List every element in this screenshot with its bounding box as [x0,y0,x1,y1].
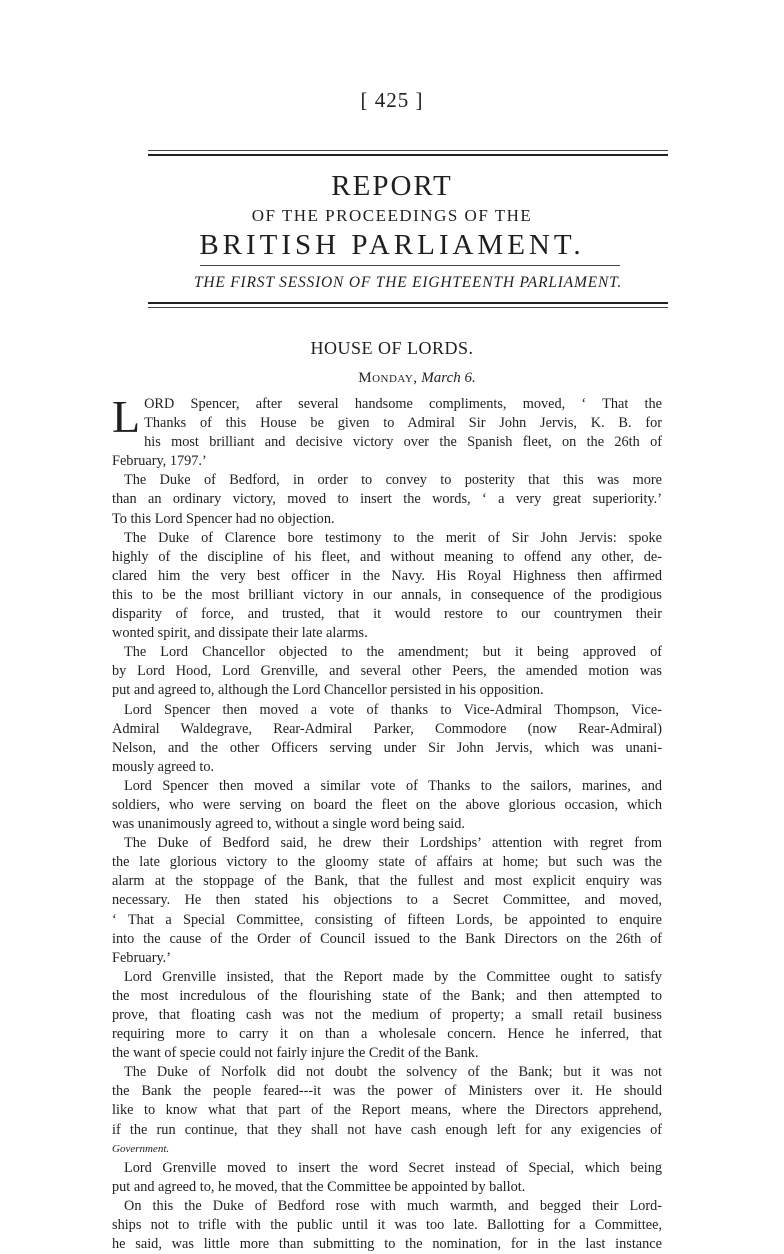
top-rule-thick [148,154,668,156]
text-line: On this the Duke of Bedford rose with much warmth, and begged their Lord- [124,1197,662,1214]
text-line: soldiers, who were serving on board the fleet on the above glorious occasion, which [112,796,662,813]
text-line: this to be the most brilliant victory in our annals, in consequence of the prodigious [112,586,662,603]
section-rule-thin [148,307,668,308]
text-line: February, 1797.’ [112,453,207,470]
page-number: [ 425 ] [360,88,424,112]
proceedings-subheading: OF THE PROCEEDINGS OF THE [251,206,533,225]
text-line: Thanks of this House be given to Admiral Sir John Jervis, K. B. for [144,415,662,432]
date-day: Monday, [358,370,418,386]
text-line: he said, was little more than submitting to the nomination, for in the last instance [112,1236,662,1253]
text-line: than an ordinary victory, moved to insert the words, ‘ a very great superiority.’ [112,491,662,508]
text-line: highly of the discipline of his fleet, and without meaning to offend any other, de- [112,548,662,565]
text-line: Lord Spencer then moved a vote of thanks to Vice-Admiral Thompson, Vice- [124,701,662,718]
text-line: put and agreed to, although the Lord Chancellor persisted in his opposition. [112,682,544,699]
text-line: if the run continue, that they shall not have cash enough left for any exigencies of [112,1121,662,1138]
section-rule-thick [148,302,668,304]
top-rule-thin [148,150,668,151]
text-line: alarm at the stoppage of the Bank, that the fullest and most explicit enquiry was [112,873,662,890]
report-heading: REPORT [331,170,453,202]
text-line: The Duke of Bedford said, he drew their Lordships’ attention with regret from [124,835,662,852]
text-line: wonted spirit, and dissipate their late alarms. [112,625,368,642]
text-line: Lord Grenville moved to insert the word Secret instead of Special, which being [124,1159,662,1176]
text-line: prove, that floating cash was not the medium of property; a small retail business [112,1007,662,1023]
body-text [112,391,662,1254]
text-line: ‘ That a Special Committee, consisting of fifteen Lords, be appointed to enquire [112,911,662,928]
mid-rule [200,265,620,266]
text-line: the most incredulous of the flourishing state of the Bank; and then attempted to [112,987,662,1004]
text-line: by Lord Hood, Lord Grenville, and several other Peers, the amended motion was [112,663,662,680]
text-line: the want of specie could not fairly injure the Credit of the Bank. [112,1045,479,1062]
text-line: To this Lord Spencer had no objection. [112,510,335,527]
text-line: put and agreed to, he moved, that the Committee be appointed by ballot. [112,1178,526,1195]
date-line [0,370,784,387]
text-line: clared him the very best officer in the Navy. His Royal Highness then affirmed [112,567,662,584]
text-line: his most brilliant and decisive victory over the Spanish fleet, on the 26th of [144,434,662,451]
house-heading: HOUSE OF LORDS. [310,338,474,358]
text-line: The Duke of Norfolk did not doubt the solvency of the Bank; but it was not [124,1064,662,1081]
parliament-heading: BRITISH PARLIAMENT. [199,229,585,261]
text-line: requiring more to carry it on than a wholesale concern. Hence he inferred, that [112,1026,662,1043]
text-line: necessary. He then stated his objections to a Secret Committee, and moved, [112,892,662,909]
text-line: The Duke of Clarence bore testimony to the merit of Sir John Jervis: spoke [124,529,662,546]
text-line: ships not to trifle with the public until it was too late. Ballotting for a Committee, [112,1217,662,1234]
drop-cap: L [112,391,141,442]
text-line: Lord Spencer then moved a similar vote of Thanks to the sailors, marines, and [124,777,662,794]
text-line: like to know what that part of the Report means, where the Directors apprehend, [112,1102,662,1119]
session-heading: THE FIRST SESSION OF THE EIGHTEENTH PARLIAMENT. [193,274,623,291]
text-line: The Lord Chancellor objected to the amendment; but it being approved of [124,644,662,661]
text-line: Lord Grenville insisted, that the Report made by the Committee ought to satisfy [124,968,662,985]
text-line: The Duke of Bedford, in order to convey to posterity that this was more [124,472,662,489]
text-line: was unanimously agreed to, without a single word being said. [112,816,465,833]
text-line: mously agreed to. [112,758,215,775]
text-line: February.’ [112,949,172,966]
text-line: ORD Spencer, after several handsome compliments, moved, ‘ That the [144,396,662,412]
text-line: the late glorious victory to the gloomy state of affairs at home; but such was the [112,854,662,871]
text-line: Admiral Waldegrave, Rear-Admiral Parker, Commodore (now Rear-Admiral) [112,720,662,737]
date-month: March 6. [421,370,476,386]
text-line: disparity of force, and trusted, that it would restore to our countrymen their [112,606,662,623]
text-line: Government. [112,1142,170,1155]
text-line: the Bank the people feared---it was the power of Ministers over it. He should [112,1083,662,1100]
text-line: into the cause of the Order of Council issued to the Bank Directors on the 26th of [112,930,662,947]
text-line: Nelson, and the other Officers serving under Sir John Jervis, which was unani- [112,739,662,756]
